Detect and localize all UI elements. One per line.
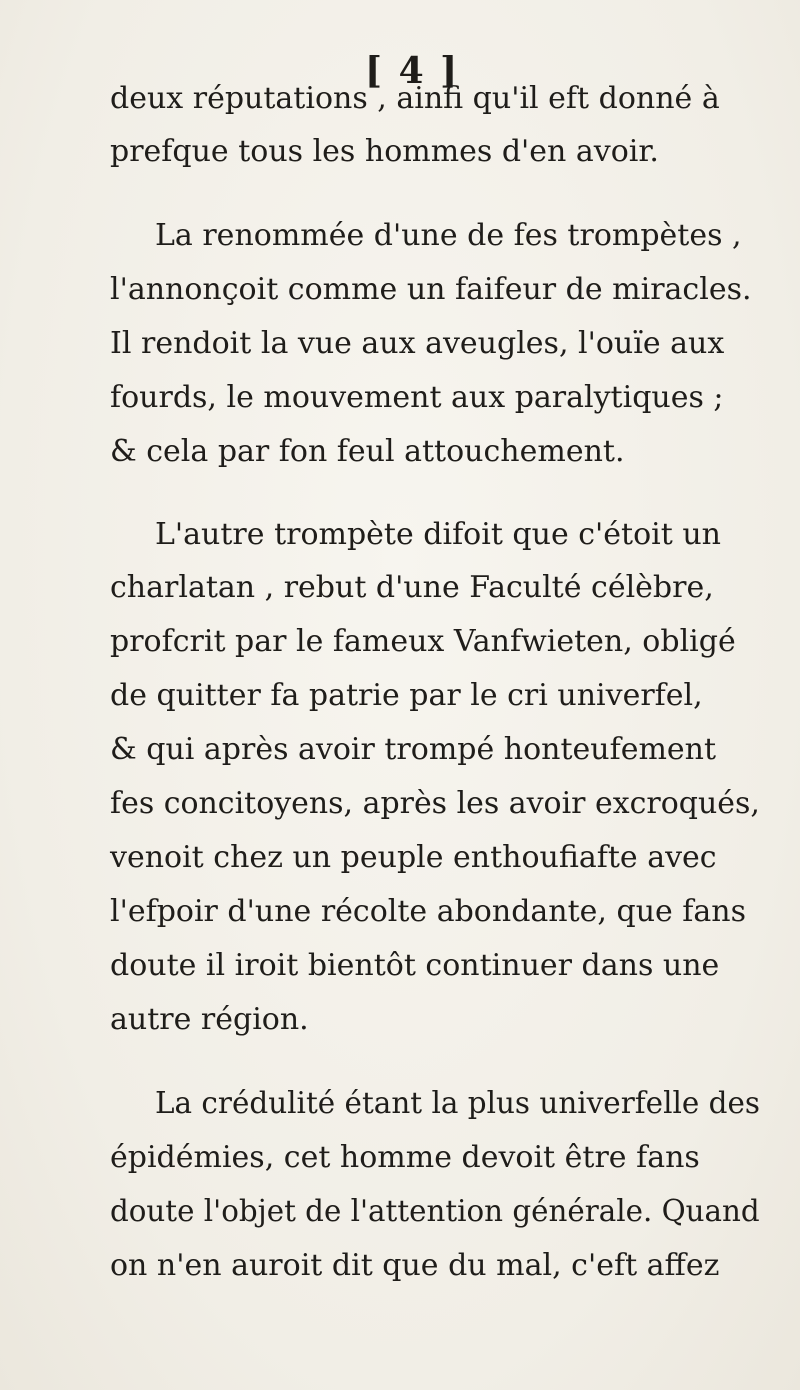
text-line: fes concitoyens, après les avoir excroqués, xyxy=(110,786,760,821)
text-line: & cela par fon feul attouchement. xyxy=(110,434,625,469)
text-line: doute il iroit bientôt continuer dans une xyxy=(110,948,720,983)
text-line: l'efpoir d'une récolte abondante, que fans xyxy=(110,894,747,929)
text-line: La renommée d'une de fes trompètes , xyxy=(155,218,742,253)
text-line: autre région. xyxy=(110,1002,309,1037)
text-line: L'autre trompète difoit que c'étoit un xyxy=(155,517,721,552)
text-line: La crédulité étant la plus univerfelle des xyxy=(155,1086,760,1121)
text-line: profcrit par le fameux Vanfwieten, obligé xyxy=(110,624,736,659)
text-line: épidémies, cet homme devoit être fans xyxy=(110,1140,700,1175)
text-line: l'annonçoit comme un faifeur de miracles. xyxy=(110,272,752,307)
text-line: charlatan , rebut d'une Faculté célèbre, xyxy=(110,570,714,605)
text-line: fourds, le mouvement aux paralytiques ; xyxy=(110,380,724,415)
text-line: & qui après avoir trompé honteufement xyxy=(110,732,717,767)
text-line: de quitter fa patrie par le cri univerfel, xyxy=(110,678,703,713)
text-line: doute l'objet de l'attention générale. Quand xyxy=(110,1194,760,1229)
text-line: deux réputations , ainfi qu'il eft donné à xyxy=(110,81,720,116)
text-line: Il rendoit la vue aux aveugles, l'ouïe aux xyxy=(110,326,725,361)
text-line: venoit chez un peuple enthoufiafte avec xyxy=(110,840,717,875)
text-line: on n'en auroit dit que du mal, c'eft affez xyxy=(110,1248,720,1283)
page-number: [ 4 ] xyxy=(365,50,460,92)
text-line: prefque tous les hommes d'en avoir. xyxy=(110,134,659,169)
